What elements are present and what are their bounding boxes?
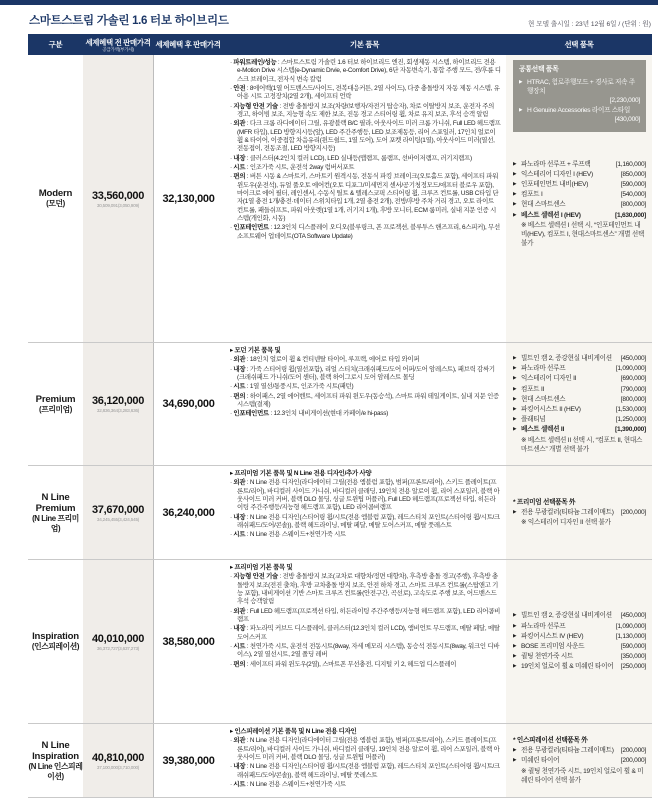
basic-item-label: 시트 bbox=[233, 642, 246, 650]
basic-item-label: 인포테인먼트 bbox=[233, 410, 269, 418]
option-item bbox=[513, 364, 646, 373]
basic-item: · 편의 : 버튼 시동 & 스마트키, 스마트키 원격시동, 전동식 파킹 브레이크(오토홀드 포함), 세이프티 파워 윈도우(운전석), 듀얼 풀오토 에어컨(오토 디포그/미세먼지 센서/공기청정모드/애프터 블로우 포함), 마이크로 에어 필터, 레인센서, 수동식 틸트 & 텔레스코픽 스티어링 휠, 크루즈 컨트롤, USB C타입 단자(1열 충전 1개/충전·데이터 스위치타입 1개, 2열 충전 2개), 전방/후방 주차 거리 경고, 오토 라이트 컨트롤, 패들쉬프트, 파워 아웃렛(1열 1개, 러기지 1개), 후방 모니터, ECM 룸미러, 실내 지문 인증 시스템(개인화, 시동) bbox=[230, 173, 499, 222]
option-item bbox=[513, 395, 646, 404]
trim-row bbox=[28, 55, 652, 343]
trim-row bbox=[28, 724, 652, 798]
option-price: [450,000] bbox=[620, 612, 646, 620]
option-price: [1,130,000] bbox=[615, 632, 646, 640]
triangle-bullet-icon: ▶ bbox=[513, 385, 517, 391]
option-group-header: * 인스피레이션 선택품목 外 bbox=[513, 736, 588, 744]
basic-item: · 인포테인먼트 : 12.3인치 내비게이션(현대 카페이/e hi-pass) bbox=[230, 410, 389, 418]
basic-items-cell bbox=[223, 343, 506, 465]
option-price: [800,000] bbox=[620, 395, 646, 403]
basic-item-label: 외관 bbox=[233, 356, 246, 364]
option-item bbox=[513, 385, 646, 394]
header-trim: 구분 bbox=[48, 40, 63, 49]
triangle-bullet-icon: ▶ bbox=[513, 201, 517, 207]
triangle-bullet-icon: ▶ bbox=[513, 653, 517, 659]
price-before-value: 37,670,000 bbox=[91, 503, 145, 516]
price-before-cell bbox=[83, 343, 153, 465]
title-row bbox=[0, 5, 658, 34]
option-item bbox=[513, 180, 646, 189]
triangle-bullet-icon: ▶ bbox=[513, 406, 517, 411]
basic-item: · 편의 : 하이패스, 2열 에어벤트, 세이프티 파워 윈도우(동승석), 스마트 파워 테일게이트, 실내 지문 인증 시스템(결제) bbox=[230, 392, 499, 408]
option-item bbox=[513, 190, 646, 199]
option-price: [690,000] bbox=[620, 375, 646, 383]
basic-item-label: 내장 bbox=[233, 513, 246, 521]
option-item bbox=[513, 405, 646, 414]
common-options-box bbox=[513, 60, 646, 132]
option-price: [590,000] bbox=[620, 181, 646, 189]
header-options: 선택 품목 bbox=[564, 40, 594, 49]
trim-row bbox=[28, 560, 652, 724]
basic-item: · 지능형 안전 기술 : 전방 충돌방지 보조(차량/보행자/자전거 탑승자), 차로 이탈방지 보조, 운전자 주의 경고, 하이빔 보조, 지능형 속도 제한 보조, 진동 경고 스티어링 휠, 차로 유지 보조, 후석 승객 알림 bbox=[230, 102, 495, 118]
basic-items-cell bbox=[223, 724, 506, 797]
option-item bbox=[513, 642, 646, 651]
option-item bbox=[513, 160, 646, 169]
basic-item-header: ▸ 프리미엄 기본 품목 및 N Line 전용 디자인/추가 사양 bbox=[230, 470, 372, 477]
price-before-value: 36,120,000 bbox=[91, 395, 145, 407]
basic-item-label: 시트 bbox=[233, 780, 246, 788]
options-cell bbox=[506, 466, 652, 559]
basic-item-label: 시트 bbox=[233, 383, 246, 391]
option-note: ※ 베스트 셀렉션 II 선택 시, “컴포트 II, 현대스마트센스” 개별 선택 불가 bbox=[521, 436, 643, 453]
options-cell bbox=[506, 724, 652, 797]
triangle-bullet-icon: ▶ bbox=[513, 747, 517, 753]
basic-item-label: 내장 bbox=[233, 154, 246, 162]
option-name: 베스트 셀렉션 I (HEV) bbox=[521, 211, 581, 219]
triangle-bullet-icon: ▶ bbox=[513, 663, 517, 669]
option-item bbox=[513, 652, 646, 661]
triangle-bullet-icon: ▶ bbox=[513, 211, 517, 217]
price-after-cell bbox=[153, 560, 223, 723]
option-name: 익스테리어 디자인 II bbox=[521, 375, 577, 383]
option-price: [250,000] bbox=[620, 663, 646, 671]
option-item bbox=[513, 170, 646, 179]
basic-item-label: 지능형 안전 기술 bbox=[233, 102, 278, 110]
basic-item-label: 인포테인먼트 bbox=[233, 224, 269, 232]
trim-name-en: N Line Premium bbox=[35, 492, 76, 515]
option-price: [1,090,000] bbox=[615, 622, 646, 630]
option-item bbox=[513, 211, 646, 220]
option-name: 컴포트 II bbox=[521, 385, 545, 393]
option-name: 현대 스마트센스 bbox=[521, 395, 566, 403]
option-name: 베스트 셀렉션 II bbox=[521, 426, 565, 434]
option-price: [790,000] bbox=[620, 385, 646, 393]
option-name: 파노라마 선루프 + 루프랙 bbox=[521, 160, 591, 168]
triangle-bullet-icon: ▶ bbox=[519, 78, 523, 84]
option-price: [1,390,000] bbox=[615, 426, 646, 434]
option-item bbox=[513, 622, 646, 631]
basic-item: · 시트 : 인조가죽 시트, 운전석 2way 럼버서포트 bbox=[230, 163, 355, 171]
option-price: [200,000] bbox=[620, 757, 646, 765]
basic-item: · 내장 : N Line 전용 디자인(스티어링 휠/시트(전용 엠블럼 포함), 레드스티치 포인트(스티어링 휠/시트/크래쉬패드/도어/콘솔)), 블랙 헤드라이닝, 메탈 페달, 메탈 도어스커프, 메탈 풋레스트 bbox=[230, 513, 500, 529]
price-after-value: 38,580,000 bbox=[162, 635, 215, 648]
price-before-cell bbox=[83, 55, 153, 342]
option-item bbox=[513, 415, 646, 424]
option-name: 19인치 얼로이 휠 & 미쉐린 타이어 bbox=[521, 663, 614, 671]
triangle-bullet-icon: ▶ bbox=[513, 426, 517, 432]
basic-item: · 인포테인먼트 : 12.3인치 디스플레이 오디오(블루링크, 폰 프로젝션, 블루투스 핸즈프리, 6스피커), 무선 소프트웨어 업데이트(OTA Software Update) bbox=[230, 224, 500, 240]
option-name: 빌트인 캠 2, 증강현실 내비게이션 bbox=[521, 354, 612, 362]
option-item bbox=[519, 106, 640, 124]
price-after-value: 39,380,000 bbox=[162, 754, 215, 767]
price-before-cell bbox=[83, 466, 153, 559]
option-price: [430,000] bbox=[614, 116, 640, 124]
price-before-subvalue: 37,100,000(3,710,000) bbox=[96, 764, 140, 770]
trim-cell bbox=[28, 55, 83, 342]
option-name: 파노라마 선루프 bbox=[521, 365, 566, 373]
option-item bbox=[519, 78, 640, 106]
price-after-cell bbox=[153, 55, 223, 342]
basic-item: · 시트 : N Line 전용 스웨이드+천연가죽 시트 bbox=[230, 780, 346, 788]
basic-item: · 외관 : 다크 크롬 라디에이터 그릴, 유광블랙 B/C 필라, 아웃사이드 미러 크롬 가니쉬, Full LED 헤드램프(MFR 타입), LED 방향지시등(앞), LED 주간주행등, LED 보조제동등, 리어 스포일러, 17인치 얼로이 휠 & 타이어, 이중접합 차음유리(윈드쉴드, 1열 도어), 도어 포켓 라이팅(1열), 아웃사이드 미러(열선, 전동접이, 전동조절, LED 방향지시등) bbox=[230, 120, 501, 153]
basic-item: · 외관 : Full LED 헤드램프(프로젝션 타입, 히든라이팅 주간주행등/지능형 헤드램프 포함), LED 리어콤비램프 bbox=[230, 607, 501, 623]
option-price: [1,630,000] bbox=[615, 211, 646, 219]
option-name: 플래티넘 bbox=[521, 416, 546, 424]
basic-item-label: 시트 bbox=[233, 531, 246, 539]
trim-cell bbox=[28, 560, 83, 723]
option-item bbox=[513, 425, 646, 434]
price-before-subvalue: 32,836,364(3,283,636) bbox=[96, 408, 140, 413]
options-cell bbox=[506, 343, 652, 465]
basic-item-label: 외관 bbox=[233, 737, 246, 745]
triangle-bullet-icon: ▶ bbox=[513, 508, 517, 514]
option-item bbox=[513, 662, 646, 671]
common-options-title: 공통선택 품목 bbox=[519, 66, 559, 73]
basic-item-label: 내장 bbox=[233, 763, 246, 771]
price-after-value: 32,130,000 bbox=[162, 192, 215, 205]
basic-item: · 시트 : 천연가죽 시트, 운전석 전동시트(8way, 자세 메모리 시스템), 동승석 전동시트(8way, 워크인 디바이스), 2열 열선시트, 2열 폴딩 레버 bbox=[230, 642, 500, 659]
price-before-value: 40,010,000 bbox=[91, 632, 145, 645]
option-item bbox=[513, 354, 646, 363]
basic-item-label: 편의 bbox=[233, 392, 246, 400]
trim-name-kr: (프리미엄) bbox=[39, 404, 72, 414]
price-after-value: 34,690,000 bbox=[162, 398, 215, 410]
option-price: [450,000] bbox=[620, 354, 646, 362]
price-table bbox=[28, 34, 652, 798]
price-before-subvalue: 34,245,455(3,424,545) bbox=[96, 516, 140, 522]
option-name: 컴포트 I bbox=[521, 191, 543, 199]
triangle-bullet-icon: ▶ bbox=[513, 375, 517, 381]
basic-item-label: 편의 bbox=[233, 660, 246, 668]
option-price: [1,090,000] bbox=[615, 365, 646, 373]
basic-item-label: 외관 bbox=[233, 479, 246, 487]
option-item bbox=[513, 756, 646, 765]
basic-item: · 안전 : 8에어백(1열 어드밴스드/사이드, 전복대응커튼, 2열 사이드), 다중 충돌방지 자동 제동 시스템, 유아용 시트 고정장치(2열 2개), 세이프티 언락 bbox=[230, 84, 500, 101]
basic-items-cell bbox=[223, 55, 506, 342]
options-cell bbox=[506, 55, 652, 342]
option-price: [590,000] bbox=[620, 643, 646, 650]
basic-item: · 내장 : 가죽 스티어링 휠(열선포함), 리얼 스티치(크래쉬패드/도어 어퍼/도어 암레스트), 패브릭 감싸기(크래쉬패드 가니쉬/도어 센터), 블랙 하이그로시 도어 암레스트 몰딩 bbox=[230, 365, 495, 381]
page-title: 스마트스트림 가솔린 1.6 터보 하이브리드 bbox=[29, 15, 229, 27]
option-note: ※ 베스트 셀렉션 I 선택 시, “인포테인먼트 내비(HEV), 컴포트 I, 현대스마트센스” 개별 선택 불가 bbox=[521, 221, 645, 248]
trim-name-kr: (모던) bbox=[46, 199, 65, 209]
trim-name-kr: (N Line 프리미엄) bbox=[32, 514, 79, 533]
option-note: ※ 퀼팅 천연가죽 시트, 19인치 얼로이 휠 & 미쉐린 타이어 선택 불가 bbox=[521, 767, 644, 784]
table-header bbox=[28, 34, 652, 55]
option-name: 미쉐린 타이어 bbox=[521, 757, 560, 765]
option-name: 현대 스마트센스 bbox=[521, 201, 566, 209]
basic-item-label: 파워트레인/성능 bbox=[233, 59, 277, 66]
option-note: ※ 익스테리어 디자인 II 선택 불가 bbox=[521, 519, 611, 527]
trim-name-kr: (N Line 인스피레이션) bbox=[28, 762, 83, 781]
price-after-cell bbox=[153, 724, 223, 797]
basic-item-label: 시트 bbox=[233, 163, 246, 171]
options-cell bbox=[506, 560, 652, 723]
option-name: 인포테인먼트 내비(HEV) bbox=[521, 181, 589, 189]
basic-items-cell bbox=[223, 466, 506, 559]
option-item bbox=[513, 611, 646, 620]
option-item bbox=[513, 746, 646, 755]
basic-item-label: 외관 bbox=[233, 120, 246, 128]
option-price: [200,000] bbox=[620, 747, 646, 755]
option-name: 파킹어시스트 IV (HEV) bbox=[521, 632, 584, 640]
trim-name-en: Premium bbox=[35, 393, 76, 405]
triangle-bullet-icon: ▶ bbox=[513, 757, 517, 763]
basic-item-label: 안전 bbox=[233, 84, 246, 92]
option-item bbox=[513, 632, 646, 641]
price-before-cell bbox=[83, 724, 153, 797]
trim-cell bbox=[28, 724, 83, 797]
header-basic: 기본 품목 bbox=[349, 40, 380, 49]
option-item bbox=[513, 374, 646, 383]
triangle-bullet-icon: ▶ bbox=[513, 622, 517, 628]
basic-item: · 외관 : 18인치 얼로이 휠 & 컨티넨탈 타이어, 루프랙, 에어로 타입 와이퍼 bbox=[230, 356, 420, 364]
triangle-bullet-icon: ▶ bbox=[519, 107, 523, 113]
basic-item: · 시트 : N Line 전용 스웨이드+천연가죽 시트 bbox=[230, 531, 346, 539]
trim-row bbox=[28, 466, 652, 560]
triangle-bullet-icon: ▶ bbox=[513, 191, 517, 197]
trim-name-en: N Line Inspiration bbox=[32, 740, 79, 763]
basic-item-header: ▸ 인스피레이션 기본 품목 및 N Line 전용 디자인 bbox=[230, 728, 357, 735]
option-price: [850,000] bbox=[620, 170, 646, 178]
basic-item: · 내장 : N Line 전용 디자인(스티어링 휠/시트(전용 엠블럼 포함), 레드스티치 포인트(스티어링 휠/시트/크래쉬패드/도어/콘솔)), 블랙 헤드라이닝, 메탈 풋레스트 bbox=[230, 763, 500, 779]
option-item bbox=[513, 200, 646, 209]
triangle-bullet-icon: ▶ bbox=[513, 354, 517, 360]
triangle-bullet-icon: ▶ bbox=[513, 395, 517, 401]
triangle-bullet-icon: ▶ bbox=[513, 170, 517, 176]
basic-item-label: 내장 bbox=[233, 365, 246, 373]
triangle-bullet-icon: ▶ bbox=[513, 160, 517, 166]
basic-item-label: 편의 bbox=[233, 173, 246, 181]
option-price: [1,160,000] bbox=[615, 160, 646, 168]
trim-row bbox=[28, 343, 652, 466]
triangle-bullet-icon: ▶ bbox=[513, 181, 517, 187]
price-before-subvalue: 30,509,091(3,050,909) bbox=[96, 202, 140, 208]
basic-items-cell bbox=[223, 560, 506, 723]
header-price-after: 세제혜택 후 판매가격 bbox=[155, 40, 221, 49]
option-name: 퀼팅 천연가죽 시트 bbox=[521, 653, 574, 661]
basic-item-label: 내장 bbox=[233, 625, 246, 633]
trim-name-en: Modern bbox=[38, 188, 73, 200]
triangle-bullet-icon: ▶ bbox=[513, 365, 517, 371]
price-before-cell bbox=[83, 560, 153, 723]
option-price: [540,000] bbox=[620, 191, 646, 199]
option-price: [800,000] bbox=[620, 201, 646, 209]
triangle-bullet-icon: ▶ bbox=[513, 416, 517, 422]
option-name: 익스테리어 디자인 I (HEV) bbox=[521, 170, 593, 178]
option-price: [350,000] bbox=[620, 653, 646, 661]
basic-item: · 파워트레인/성능 : 스마트스트림 가솔린 1.6 터보 하이브리드 엔진, 회생제동 시스템, 하이브리드 전용 e-Motion Drive 시스템(e-Dynamic Drvie, e-Comfort Drive), 6단 자동변속기, 통합 주행 모드, 전/후륜 디스크 브레이크, 전자식 변속 칼럼 bbox=[230, 59, 501, 83]
option-name: H Genuine Accessories 라이프 스타일 bbox=[527, 107, 631, 115]
release-note: 현 모델 출시일 : 23년 12월 6일 / (단위 : 원) bbox=[528, 21, 651, 28]
trim-cell bbox=[28, 466, 83, 559]
option-name: 파노라마 선루프 bbox=[521, 622, 566, 630]
basic-item: · 외관 : N Line 전용 디자인(라디에이터 그릴(전용 엠블럼 포함), 범퍼(프론트/리어), 스키드 플레이트(프론트/리어), 바디컬러 사이드 가니쉬, 바디컬러 클래딩, 19인치 전용 알로이 휠, 리어 스포일러, 블랙 아웃사이드 미러 커버, 블랙 DLO 몰딩, 싱글 트윈팁 머플러), Full LED 헤드램프(프로젝션 타입, 히든라이팅 주간주행등/지능형 헤드램프 포함), LED 리어콤비램프 bbox=[230, 479, 500, 512]
option-price: [200,000] bbox=[620, 508, 646, 516]
basic-item: · 시트 : 1열 열선/통풍시트, 인조가죽 시트(패턴) bbox=[230, 383, 354, 391]
basic-item-header: ▸ 프리미엄 기본 품목 및 bbox=[230, 564, 293, 571]
option-name: 빌트인 캠 2, 증강현실 내비게이션 bbox=[521, 612, 612, 620]
header-price-before: 세제혜택 전 판매가격 공급가액(부가세) bbox=[83, 37, 153, 53]
trim-cell bbox=[28, 343, 83, 465]
table-body bbox=[28, 55, 652, 798]
triangle-bullet-icon: ▶ bbox=[513, 612, 517, 618]
option-name: 전용 무광컬러(티타늄 그레이매트) bbox=[521, 508, 614, 516]
option-price: [1,530,000] bbox=[615, 406, 646, 413]
option-name: 파킹어시스트 II (HEV) bbox=[521, 406, 581, 413]
basic-item: · 내장 : 파노라믹 커브드 디스플레이, 클러스터(12.3인치 컬러 LCD), 앰비언트 무드램프, 메탈 페달, 메탈 도어스커프 bbox=[230, 625, 500, 641]
option-item bbox=[513, 508, 646, 517]
option-name: 전용 무광컬러(티타늄 그레이매트) bbox=[521, 747, 614, 755]
price-before-value: 33,560,000 bbox=[91, 189, 145, 202]
basic-item: · 외관 : N Line 전용 디자인(라디에이터 그릴(전용 엠블럼 포함), 범퍼(프론트/리어), 스키드 플레이트(프론트/리어), 바디컬러 사이드 가니쉬, 바디컬러 클래딩, 19인치 전용 알로이 휠, 리어 스포일러, 블랙 아웃사이드 미러 커버, 블랙 DLO 몰딩, 싱글 트윈팁 머플러) bbox=[230, 737, 500, 761]
basic-item: · 내장 : 클러스터(4.2인치 컬러 LCD), LED 실내등(맵램프, 룸램프, 선바이저램프, 러기지램프) bbox=[230, 154, 472, 162]
trim-name-en: Inspiration bbox=[32, 631, 79, 643]
price-before-subvalue: 36,372,727(3,637,273) bbox=[96, 645, 140, 651]
option-name: BOSE 프리미엄 사운드 bbox=[521, 643, 585, 650]
basic-item-label: 지능형 안전 기술 bbox=[233, 573, 278, 581]
price-after-cell bbox=[153, 466, 223, 559]
option-name: HTRAC, 험로주행모드 + 경사로 저속 주행장치 bbox=[527, 78, 635, 95]
price-before-value: 40,810,000 bbox=[91, 751, 145, 764]
trim-name-kr: (인스피레이션) bbox=[31, 642, 80, 652]
basic-item: · 지능형 안전 기술 : 전방 충돌방지 보조(교차로 대향차/정면 대향차), 후측방 충돌 경고(주행), 후측방 충돌방지 보조(전진 출차), 후방 교차충돌 방지 보조, 안전 하차 경고, 스마트 크루즈 컨트롤(스탑앤고 기능 포함), 내비게이션 기반 스마트 크루즈 컨트롤(안전구간, 곡선로), 고속도로 주행 보조, 어드밴스드 후석 승객알림 bbox=[230, 573, 499, 606]
option-price: [2,230,000] bbox=[609, 96, 640, 104]
header-price-before-sub: 공급가액(부가세) bbox=[102, 46, 134, 52]
triangle-bullet-icon: ▶ bbox=[513, 632, 517, 638]
price-after-cell bbox=[153, 343, 223, 465]
option-price: [1,250,000] bbox=[615, 416, 646, 424]
price-after-value: 36,240,000 bbox=[162, 506, 215, 519]
basic-item-header: ▸ 모던 기본 품목 및 bbox=[230, 347, 281, 354]
basic-item: · 편의 : 세이프티 파워 윈도우(2열), 스마트폰 무선충전, 디지털 키 2, 헤드업 디스플레이 bbox=[230, 660, 457, 668]
option-group-header: * 프리미엄 선택품목 外 bbox=[513, 498, 576, 506]
triangle-bullet-icon: ▶ bbox=[513, 643, 517, 648]
basic-item-label: 외관 bbox=[233, 607, 246, 615]
